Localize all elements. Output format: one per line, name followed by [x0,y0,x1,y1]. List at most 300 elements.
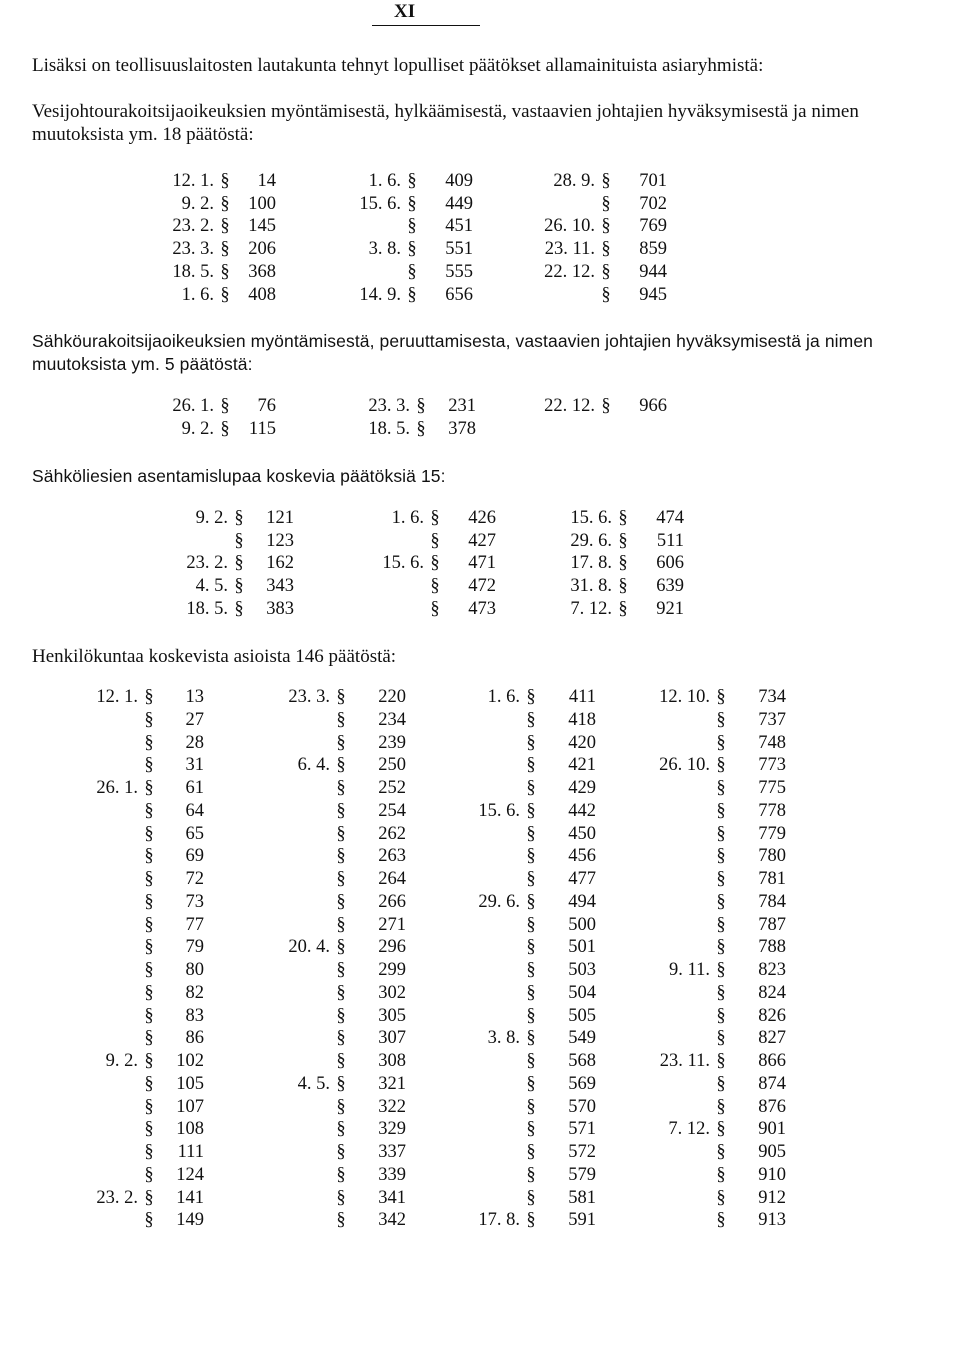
decision-date [72,1096,138,1119]
table-row [258,891,406,914]
decision-number: 784 [758,891,786,912]
section-sign: § [336,846,346,867]
decision-date: 3. 8. [368,239,401,260]
decision-number: 13 [185,687,204,707]
table-row [72,709,204,732]
table-row [355,215,473,238]
decision-number: 305 [378,1005,406,1026]
decision-date [650,914,710,937]
decision-number: 100 [248,193,276,214]
table-row [172,418,276,441]
decision-number: 781 [758,869,786,889]
decision-date: 9. 2. [195,508,228,528]
decision-date [448,845,520,868]
decision-number: 450 [568,823,596,844]
decision-column [258,686,406,1232]
decision-number: 124 [176,1164,204,1185]
table-row [355,193,473,216]
decision-date [258,1005,330,1028]
decision-date [258,891,330,914]
decision-number: 787 [758,914,786,935]
table-row [72,845,204,868]
section-sign: § [144,960,154,980]
section-sign: § [430,530,440,551]
section-sign: § [526,960,536,980]
decision-date [72,936,138,959]
table-row [448,1005,596,1028]
decision-number: 778 [758,800,786,821]
decision-date [258,1141,330,1164]
decision-date: 7. 12. [570,598,612,619]
table-row [258,709,406,732]
table-row [72,1141,204,1164]
decision-number: 307 [378,1028,406,1049]
table-row [258,823,406,846]
decision-number: 378 [448,418,476,439]
section-sign: § [526,1142,536,1162]
decision-date [258,868,330,891]
decision-number: 339 [378,1164,406,1185]
table-row [258,1187,406,1210]
decision-date [72,823,138,846]
table-row [72,914,204,937]
section-sign: § [526,778,536,798]
table-row [258,1118,406,1141]
decision-date [72,1027,138,1050]
decision-number: 901 [758,1119,786,1140]
decision-date: 22. 12. [544,396,595,416]
decision-date [650,823,710,846]
decision-number: 337 [378,1142,406,1162]
decision-date [448,914,520,937]
decision-date [258,1209,330,1232]
section-sign: § [716,1073,726,1094]
decision-number: 473 [468,598,496,619]
decision-date [448,959,520,982]
section-sign: § [526,800,536,821]
decision-date: 9. 2. [181,193,214,214]
decision-number: 420 [568,732,596,753]
decision-date [376,530,424,553]
table-row [258,732,406,755]
decision-date: 17. 8. [570,553,612,574]
decision-date [72,732,138,755]
section-sign: § [526,1210,536,1231]
section-sign: § [716,914,726,935]
decision-number: 511 [656,530,684,551]
decision-number: 418 [568,709,596,730]
section-sign: § [336,1187,346,1208]
table-row [72,1096,204,1119]
table-row [72,754,204,777]
decision-number: 427 [468,530,496,551]
decision-number: 702 [639,193,667,214]
table-row [72,936,204,959]
page-number: XI [372,0,480,26]
decision-date: 3. 8. [487,1028,520,1049]
section-sign: § [144,1005,154,1026]
section-sign: § [430,576,440,597]
decision-date [650,1164,710,1187]
decision-number: 80 [185,960,204,980]
decision-number: 504 [568,982,596,1003]
decision-date: 9. 11. [669,960,710,980]
decision-number: 449 [445,193,473,214]
section-sign: § [601,193,611,214]
decision-number: 341 [378,1187,406,1208]
decision-date [258,914,330,937]
decision-date [650,982,710,1005]
decision-number: 945 [639,284,667,305]
decision-date: 14. 9. [359,284,401,305]
decision-number: 571 [568,1119,596,1140]
decision-date [650,709,710,732]
section-sign: § [144,755,154,776]
table-row [560,507,684,530]
table-row [72,1073,204,1096]
decision-number: 775 [758,778,786,798]
table-row [72,1187,204,1210]
decision-number: 411 [568,687,596,707]
section-sign: § [144,1096,154,1117]
decision-date [448,777,520,800]
decision-date: 15. 6. [359,193,401,214]
decision-date [72,1073,138,1096]
decision-number: 827 [758,1028,786,1049]
decision-date [650,845,710,868]
table-row [72,1164,204,1187]
table-row [650,1027,786,1050]
decision-date [258,1164,330,1187]
decision-number: 826 [758,1005,786,1026]
decision-date [258,1096,330,1119]
decision-date [72,914,138,937]
section-sign: § [144,937,154,958]
decision-date: 26. 10. [659,755,710,776]
decision-number: 737 [758,709,786,730]
decision-number: 383 [266,598,294,619]
decision-number: 501 [568,937,596,958]
decision-number: 220 [378,687,406,707]
decision-number: 252 [378,778,406,798]
decision-number: 239 [378,732,406,753]
section-sign: § [144,1051,154,1071]
table-row [72,891,204,914]
table-row [258,1073,406,1096]
decision-number: 549 [568,1028,596,1049]
decision-date [258,823,330,846]
decision-number: 79 [185,937,204,958]
decision-number: 748 [758,732,786,753]
table-row [376,530,496,553]
decision-number: 72 [185,869,204,889]
table-row [533,170,667,193]
decision-number: 76 [257,396,276,416]
section-sign: § [336,1164,346,1185]
decision-date: 12. 1. [96,687,138,707]
section-sign: § [234,576,244,597]
decision-number: 494 [568,891,596,912]
table-row [258,914,406,937]
decision-column [533,170,667,306]
table-row [650,754,786,777]
table-row [355,261,473,284]
decision-date [650,891,710,914]
section-sign: § [526,1119,536,1140]
decision-date: 12. 1. [172,171,214,191]
decision-number: 27 [185,709,204,730]
section-sign: § [336,800,346,821]
table-row [172,193,276,216]
decision-date [650,777,710,800]
section-sign: § [601,216,611,237]
decision-date: 29. 6. [570,530,612,551]
table-row [533,193,667,216]
section-sign: § [618,508,628,528]
section-sign: § [407,193,417,214]
section-sign: § [220,171,230,191]
section-sign: § [144,732,154,753]
decision-date: 23. 2. [96,1187,138,1208]
decision-number: 162 [266,553,294,574]
section-sign: § [407,216,417,237]
table-row [533,284,667,307]
section-sign: § [526,1073,536,1094]
section-sign: § [336,778,346,798]
table-row [72,1027,204,1050]
table-row [533,215,667,238]
decision-date [448,936,520,959]
section-sign: § [716,960,726,980]
table-row [258,845,406,868]
decision-date [448,1164,520,1187]
decision-number: 581 [568,1187,596,1208]
section-sign: § [526,914,536,935]
decision-number: 121 [266,508,294,528]
decision-number: 569 [568,1073,596,1094]
table-row [258,868,406,891]
table-row [533,238,667,261]
section-sign: § [220,216,230,237]
decision-date [72,845,138,868]
decision-number: 408 [248,284,276,305]
decision-number: 254 [378,800,406,821]
table-row [172,284,276,307]
section-sign: § [144,687,154,707]
decision-date [650,1141,710,1164]
section-sign: § [234,598,244,619]
section-sign: § [336,891,346,912]
section-sign: § [144,1119,154,1140]
table-row [258,1050,406,1073]
decision-date [650,868,710,891]
decision-date [448,1187,520,1210]
decision-date [72,1118,138,1141]
table-row [448,1118,596,1141]
decision-date: 26. 10. [544,216,595,237]
table-row [448,891,596,914]
decision-number: 28 [185,732,204,753]
table-row [448,732,596,755]
decision-number: 944 [639,261,667,282]
decision-number: 77 [185,914,204,935]
section-sign: § [336,823,346,844]
decision-number: 477 [568,869,596,889]
table-row [258,777,406,800]
section-sign: § [526,1028,536,1049]
decision-date: 31. 8. [570,576,612,597]
section-1-heading: Vesijohtourakoitsijaoikeuksien myöntämisestä, hylkäämisestä, vastaavien johtajien hyväksymisestä ja nimen muutoksista ym. 18 päätöstä: [32,101,859,145]
decision-number: 234 [378,709,406,730]
section-sign: § [144,891,154,912]
decision-number: 31 [185,755,204,776]
decision-date [448,754,520,777]
section-sign: § [144,709,154,730]
table-row [650,891,786,914]
decision-number: 876 [758,1096,786,1117]
table-row [650,732,786,755]
decision-date [533,284,595,307]
decision-number: 606 [656,553,684,574]
section-3-heading: Sähköliesien asentamislupaa koskevia päätöksiä 15: [32,466,446,486]
section-sign: § [220,261,230,282]
table-row [258,982,406,1005]
decision-date [533,193,595,216]
decision-column [650,686,786,1232]
section-sign: § [430,508,440,528]
table-row [650,845,786,868]
section-sign: § [144,869,154,889]
decision-number: 905 [758,1142,786,1162]
section-sign: § [716,891,726,912]
table-row [448,936,596,959]
decision-date: 23. 3. [172,239,214,260]
decision-column [72,686,204,1232]
table-row [448,1141,596,1164]
section-sign: § [601,396,611,416]
decision-date: 23. 2. [172,216,214,237]
section-sign: § [526,937,536,958]
section-sign: § [716,687,726,707]
table-row [650,1209,786,1232]
decision-date [258,959,330,982]
decision-date [448,1118,520,1141]
decision-date [448,868,520,891]
table-row [650,777,786,800]
decision-number: 912 [758,1187,786,1208]
table-row [650,1118,786,1141]
decision-number: 572 [568,1142,596,1162]
decision-date [72,800,138,823]
decision-number: 824 [758,982,786,1003]
section-sign: § [234,553,244,574]
decision-column [355,170,473,306]
decision-number: 472 [468,576,496,597]
decision-date [258,1187,330,1210]
decision-date [72,1141,138,1164]
decision-column [170,507,294,621]
decision-date [650,936,710,959]
decision-number: 591 [568,1210,596,1231]
table-row [258,1141,406,1164]
decision-number: 555 [445,261,473,282]
decision-number: 769 [639,216,667,237]
decision-number: 65 [185,823,204,844]
decision-column [362,395,476,440]
decision-number: 866 [758,1051,786,1071]
table-row [448,1027,596,1050]
section-sign: § [336,1028,346,1049]
decision-number: 299 [378,960,406,980]
decision-number: 500 [568,914,596,935]
decision-date [650,1096,710,1119]
table-row [172,215,276,238]
table-row [650,914,786,937]
decision-date [258,777,330,800]
decision-date: 1. 6. [181,284,214,305]
section-sign: § [716,1142,726,1162]
decision-number: 102 [176,1051,204,1071]
decision-date [72,982,138,1005]
decision-number: 111 [177,1142,204,1162]
section-sign: § [336,732,346,753]
section-sign: § [144,914,154,935]
table-row [650,709,786,732]
decision-date [170,530,228,553]
decision-number: 264 [378,869,406,889]
decision-number: 69 [185,846,204,867]
decision-date: 23. 3. [368,396,410,416]
decision-number: 271 [378,914,406,935]
section-sign: § [526,982,536,1003]
section-sign: § [526,1164,536,1185]
decision-number: 82 [185,982,204,1003]
section-sign: § [336,755,346,776]
decision-date: 22. 12. [544,261,595,282]
table-row [72,868,204,891]
decision-number: 342 [378,1210,406,1231]
section-sign: § [144,1028,154,1049]
section-sign: § [336,1096,346,1117]
decision-date [376,575,424,598]
section-sign: § [220,193,230,214]
table-row [448,868,596,891]
table-row [258,1096,406,1119]
decision-column [533,395,667,418]
decision-number: 429 [568,778,596,798]
decision-number: 409 [445,171,473,191]
table-row [448,1187,596,1210]
decision-number: 456 [568,846,596,867]
decision-number: 321 [378,1073,406,1094]
decision-number: 322 [378,1096,406,1117]
decision-date: 29. 6. [478,891,520,912]
decision-date [72,959,138,982]
decision-column [560,507,684,621]
decision-date: 18. 5. [186,598,228,619]
table-row [72,1050,204,1073]
section-sign: § [336,1210,346,1231]
table-row [650,1141,786,1164]
decision-date [258,1050,330,1073]
section-sign: § [716,1005,726,1026]
decision-date: 9. 2. [181,418,214,439]
section-sign: § [526,732,536,753]
decision-date: 4. 5. [195,576,228,597]
table-row [448,777,596,800]
decision-number: 451 [445,216,473,237]
decision-date [72,891,138,914]
